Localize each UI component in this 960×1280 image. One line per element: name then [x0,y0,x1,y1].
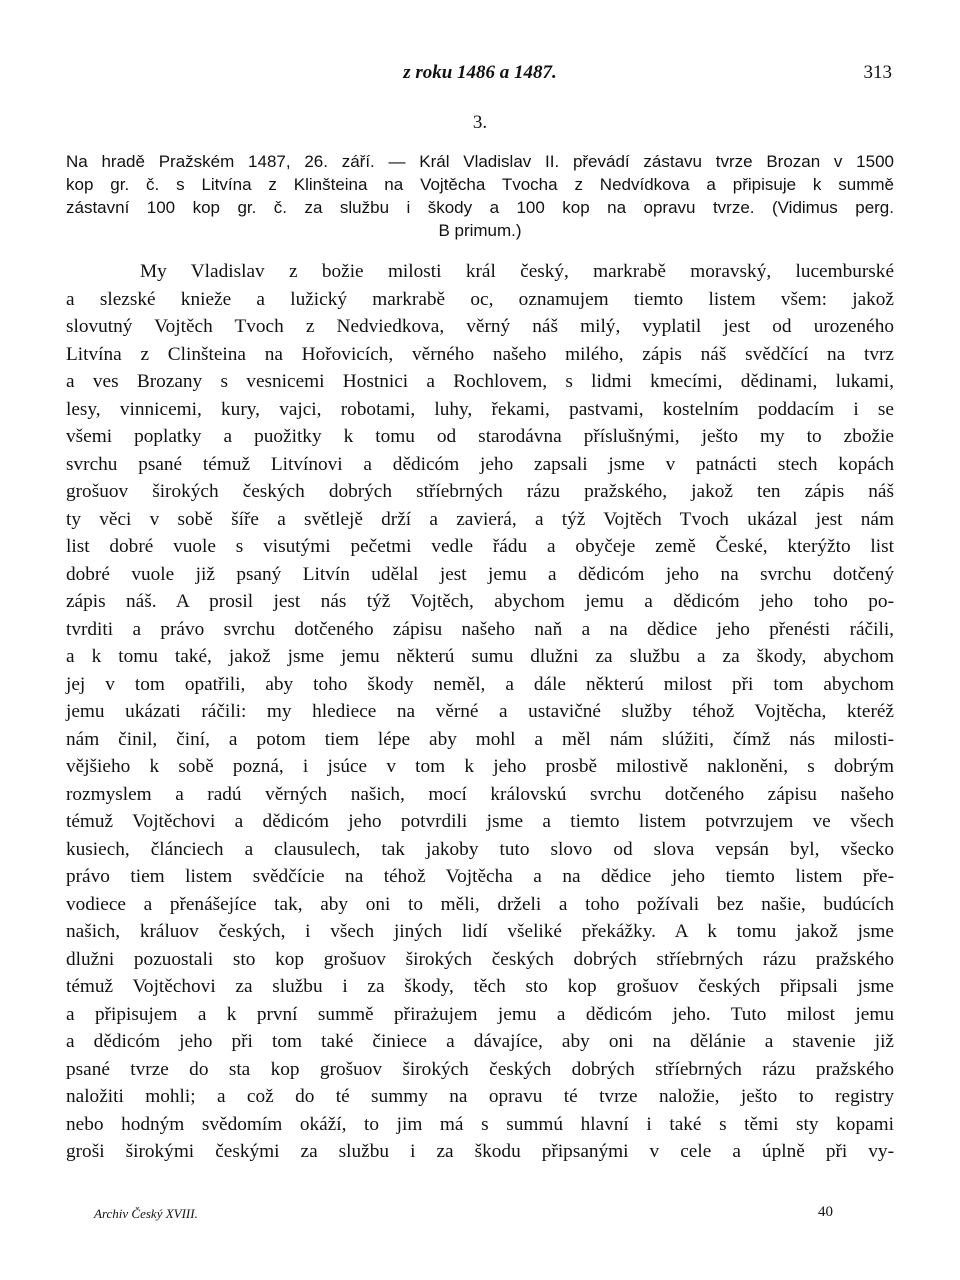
summary-line: kop gr. č. s Litvína z Klinšteina na Vojtěcha Tvocha z Nedvídkova a připisuje k summě [66,175,894,194]
running-title: z roku 1486 a 1487. [403,62,557,83]
text-line: tvrditi a právo svrchu dotčeného zápisu našeho naň a na dědice jeho přenésti ráčili, [66,618,894,640]
text-line: psané tvrze do sta kop grošuov širokých českých dobrých stříebrných rázu pražského [66,1058,894,1080]
text-line: zápis náš. A prosil jest nás týž Vojtěch, abychom jemu a dědicóm jeho toho po- [66,591,894,612]
summary-line: Na hradě Pražském 1487, 26. září. — Král Vladislav II. převádí zástavu tvrze Brozan v 1500 [66,152,894,171]
text-line: naložiti mohli; a což do té summy na opravu té tvrze naložie, ješto to registry [66,1086,894,1107]
text-line: nebo hodným svědomím okáží, to jim má s summú hlavní i také s těmi sty kopami [66,1113,894,1135]
summary-line: B primum.) [438,221,522,240]
summary-line: zástavní 100 kop gr. č. za službu i škody a 100 kop na opravu tvrze. (Vidimus perg. [66,198,894,217]
text-line: a připisujem a k první summě přirażujem jemu a dědicóm jeho. Tuto milost jemu [66,1003,894,1025]
text-line: našich, králuov českých, i všech jiných lidí všeliké překážky. A k tomu jakož jsme [66,921,894,942]
text-line: nám činil, činí, a potom tiem lépe aby mohl a měl nám slúžiti, čímž nás milosti- [66,728,894,750]
text-line: ty věci v sobě šíře a světlejě drží a zavierá, a týž Vojtěch Tvoch ukázal jest nám [66,508,894,530]
text-line: jemu ukázati ráčili: my hlediece na věrné a ustavičné služby téhož Vojtěcha, kteréž [66,701,894,722]
text-line: všemi poplatky a puožitky k tomu od starodávna příslušnými, ješto my to zbožie [66,426,894,447]
document-body [66,258,894,1166]
text-line: a slezské knieže a lužický markrabě oc, oznamujem tiemto listem všem: jakož [66,288,894,310]
page-number: 313 [863,62,892,83]
text-line: témuž Vojtěchovi za službu i za škody, těch sto kop grošuov českých připsali jsme [66,976,894,997]
text-line: kusiech, článciech a clausulech, tak jakoby tuto slovo od slova vepsán byl, všecko [66,838,894,860]
text-line: a dědicóm jeho při tom také činiece a dávajíce, aby oni na dělánie a stavenie již [66,1031,894,1052]
text-line: vodiece a přenášejíce tak, aby oni to měli, drželi a toho požívali bez našie, budúcích [66,893,894,915]
text-line: slovutný Vojtěch Tvoch z Nedviedkova, věrný náš milý, vyplatil jest od urozeného [66,316,894,337]
text-line: My Vladislav z božie milosti král český, markrabě moravský, lucemburské [140,261,894,282]
text-line: svrchu psané témuž Litvínovi a dědicóm jeho zapsali jsme v patnácti stech kopách [66,453,894,475]
text-line: právo tiem listem svědčície na téhož Vojtěcha a na dědice jeho tiemto listem pře- [66,866,894,887]
text-line: jej v tom opatřili, aby toho škody neměl, a dále některú milost při tom abychom [66,673,894,695]
text-line: a k tomu také, jakož jsme jemu některú sumu dlužni za službu a za škody, abychom [66,646,894,667]
text-line: rozmyslem a radú věrných našich, mocí královskú svrchu dotčeného zápisu našeho [66,783,894,805]
text-line: Litvína z Clinšteina na Hořovicích, věrného našeho milého, zápis náš svědčící na tvrz [66,343,894,365]
text-line: lesy, vinnicemi, kury, vajci, robotami, luhy, řekami, pastvami, kostelním poddacím i se [66,398,894,420]
text-line: list dobré vuole s visutými pečetmi vedle řádu a obyčeje země České, kterýžto list [66,536,894,557]
footer-signature: Archiv Český XVIII. [94,1206,198,1221]
text-line: dobré vuole již psaný Litvín udělal jest jemu a dědicóm jeho na svrchu dotčený [66,563,894,585]
document-number: 3. [472,112,488,133]
text-line: groši širokými českými za službu i za škodu připsanými v cele a úplně při vy- [66,1141,894,1162]
text-line: a ves Brozany s vesnicemi Hostnici a Rochlovem, s lidmi kmecími, dědinami, lukami, [66,371,894,392]
text-line: grošuov širokých českých dobrých stříebrných rázu pražského, jakož ten zápis náš [66,481,894,502]
text-line: dlužni pozuostali sto kop grošuov širokých českých dobrých stříebrných rázu pražského [66,948,894,970]
text-line: témuž Vojtěchovi a dědicóm jeho potvrdili jsme a tiemto listem potvrzujem ve všech [66,811,894,832]
text-line: vějšieho k sobě pozná, i jsúce v tom k jeho prosbě milostivě nakloněni, s dobrým [66,756,894,777]
footer-sheet-number: 40 [818,1204,833,1220]
document-summary [66,150,894,242]
